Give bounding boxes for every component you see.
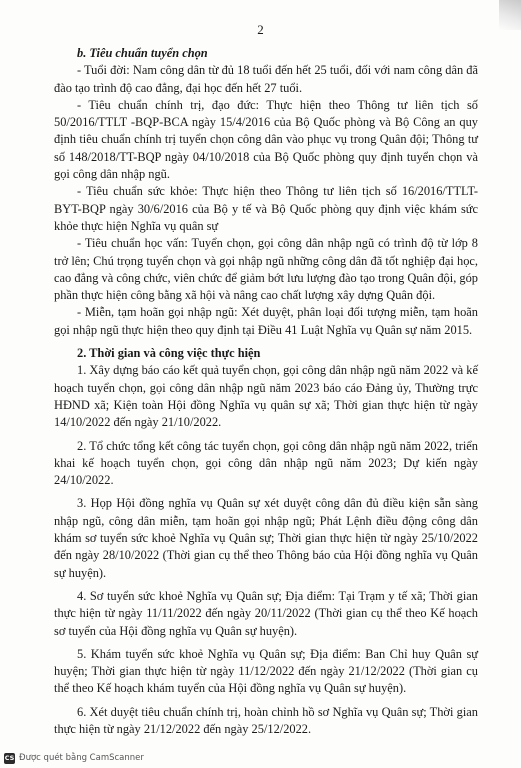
criteria-age: - Tuổi đời: Nam công dân từ đủ 18 tuổi đến hết 25 tuổi, đối với nam công dân đã đào tạo trình độ cao đẳng, đại học đến hết 27 tuổi. [54,63,478,95]
camscanner-logo-icon: CS [4,754,15,762]
step-6: 6. Xét duyệt tiêu chuẩn chính trị, hoàn chỉnh hồ sơ Nghĩa vụ Quân sự; Thời gian thực hiện từ ngày 21/12/2022 đến ngày 25/12/2022. [54,704,478,736]
criteria-health: - Tiêu chuẩn sức khỏe: Thực hiện theo Thông tư liên tịch số 16/2016/TTLT-BYT-BQP ngày 30/6/2016 của Bộ y tế và Bộ Quốc phòng quy định việc khám sức khỏe thực hiện Nghĩa vụ quân sự [54,184,478,233]
scanner-footer [4,751,144,765]
step-2: 2. Tổ chức tổng kết công tác tuyển chọn, gọi công dân nhập ngũ năm 2022, triển khai kế hoạch tuyển chọn, gọi công dân nhập ngũ năm 2023; Dự kiến ngày 24/10/2022. [54,438,478,488]
page-number: 2 [257,22,264,37]
step-5: 5. Khám tuyển sức khoẻ Nghĩa vụ Quân sự; Địa điểm: Ban Chỉ huy Quân sự huyện; Thời gian thực hiện từ ngày 11/12/2022 đến ngày 21/12/2022 (Thời gian cụ thể theo Kế hoạch khám tuyển của Hội đồng nghĩa vụ Quân sự huyện). [54,646,478,696]
section-2-heading: 2. Thời gian và công việc thực hiện [77,346,261,361]
step-1: 1. Xây dựng báo cáo kết quả tuyển chọn, gọi công dân nhập ngũ năm 2022 và kế hoạch tuyển chọn, gọi công dân nhập ngũ năm 2023 báo cáo Đảng ủy, Thường trực HĐND xã; Kiện toàn Hội đồng Nghĩa vụ quân sự xã; Thời gian thực hiện từ ngày 14/10/2022 đến ngày 21/10/2022. [54,363,478,430]
document-body [54,44,478,738]
criteria-education: - Tiêu chuẩn học vấn: Tuyển chọn, gọi công dân nhập ngũ có trình độ từ lớp 8 trở lên; Chú trọng tuyển chọn và gọi nhập ngũ những công dân đã tốt nghiệp đại học, cao đẳng và công chức, viên chức để giảm bớt lưu lượng đào tạo trong Quân đội, góp phần thực hiện công bằng xã hội và nâng cao chất lượng xây dựng Quân đội. [54,236,478,303]
criteria-political: - Tiêu chuẩn chính trị, đạo đức: Thực hiện theo Thông tư liên tịch số 50/2016/TTLT -BQP-BCA ngày 15/4/2016 của Bộ Quốc phòng và Bộ Công an quy định tiêu chuẩn chính trị tuyển chọn công dân vào phục vụ trong Quân đội; Thông tư số 148/2018/TT-BQP ngày 04/10/2018 của Bộ Quốc phòng quy định tuyển chọn và gọi công dân nhập ngũ. [54,97,478,182]
step-4: 4. Sơ tuyển sức khoẻ Nghĩa vụ Quân sự; Địa điểm: Tại Trạm y tế xã; Thời gian thực hiện từ ngày 11/11/2022 đến ngày 20/11/2022 (Thời gian cụ thể theo Kế hoạch sơ tuyển của Hội đồng nghĩa vụ Quân sự huyện). [54,588,478,638]
step-3: 3. Họp Hội đồng nghĩa vụ Quân sự xét duyệt công dân đủ điều kiện sẵn sàng nhập ngũ, công dân miễn, tạm hoãn gọi nhập ngũ; Phát Lệnh điều động công dân khám sơ tuyển sức khoẻ Nghĩa vụ Quân sự; Thời gian thực hiện từ ngày 25/10/2022 đến ngày 28/10/2022 (Thời gian cụ thể theo Thông báo của Hội đồng nghĩa vụ Quân sự huyện). [54,496,478,580]
criteria-exemption: - Miễn, tạm hoãn gọi nhập ngũ: Xét duyệt, phân loại đối tượng miễn, tạm hoãn gọi nhập ngũ thực hiện theo quy định tại Điều 41 Luật Nghĩa vụ Quân sự năm 2015. [54,305,478,337]
section-b-heading: b. Tiêu chuẩn tuyển chọn [77,46,208,60]
scanner-footer-text: Được quét bằng CamScanner [19,753,144,763]
